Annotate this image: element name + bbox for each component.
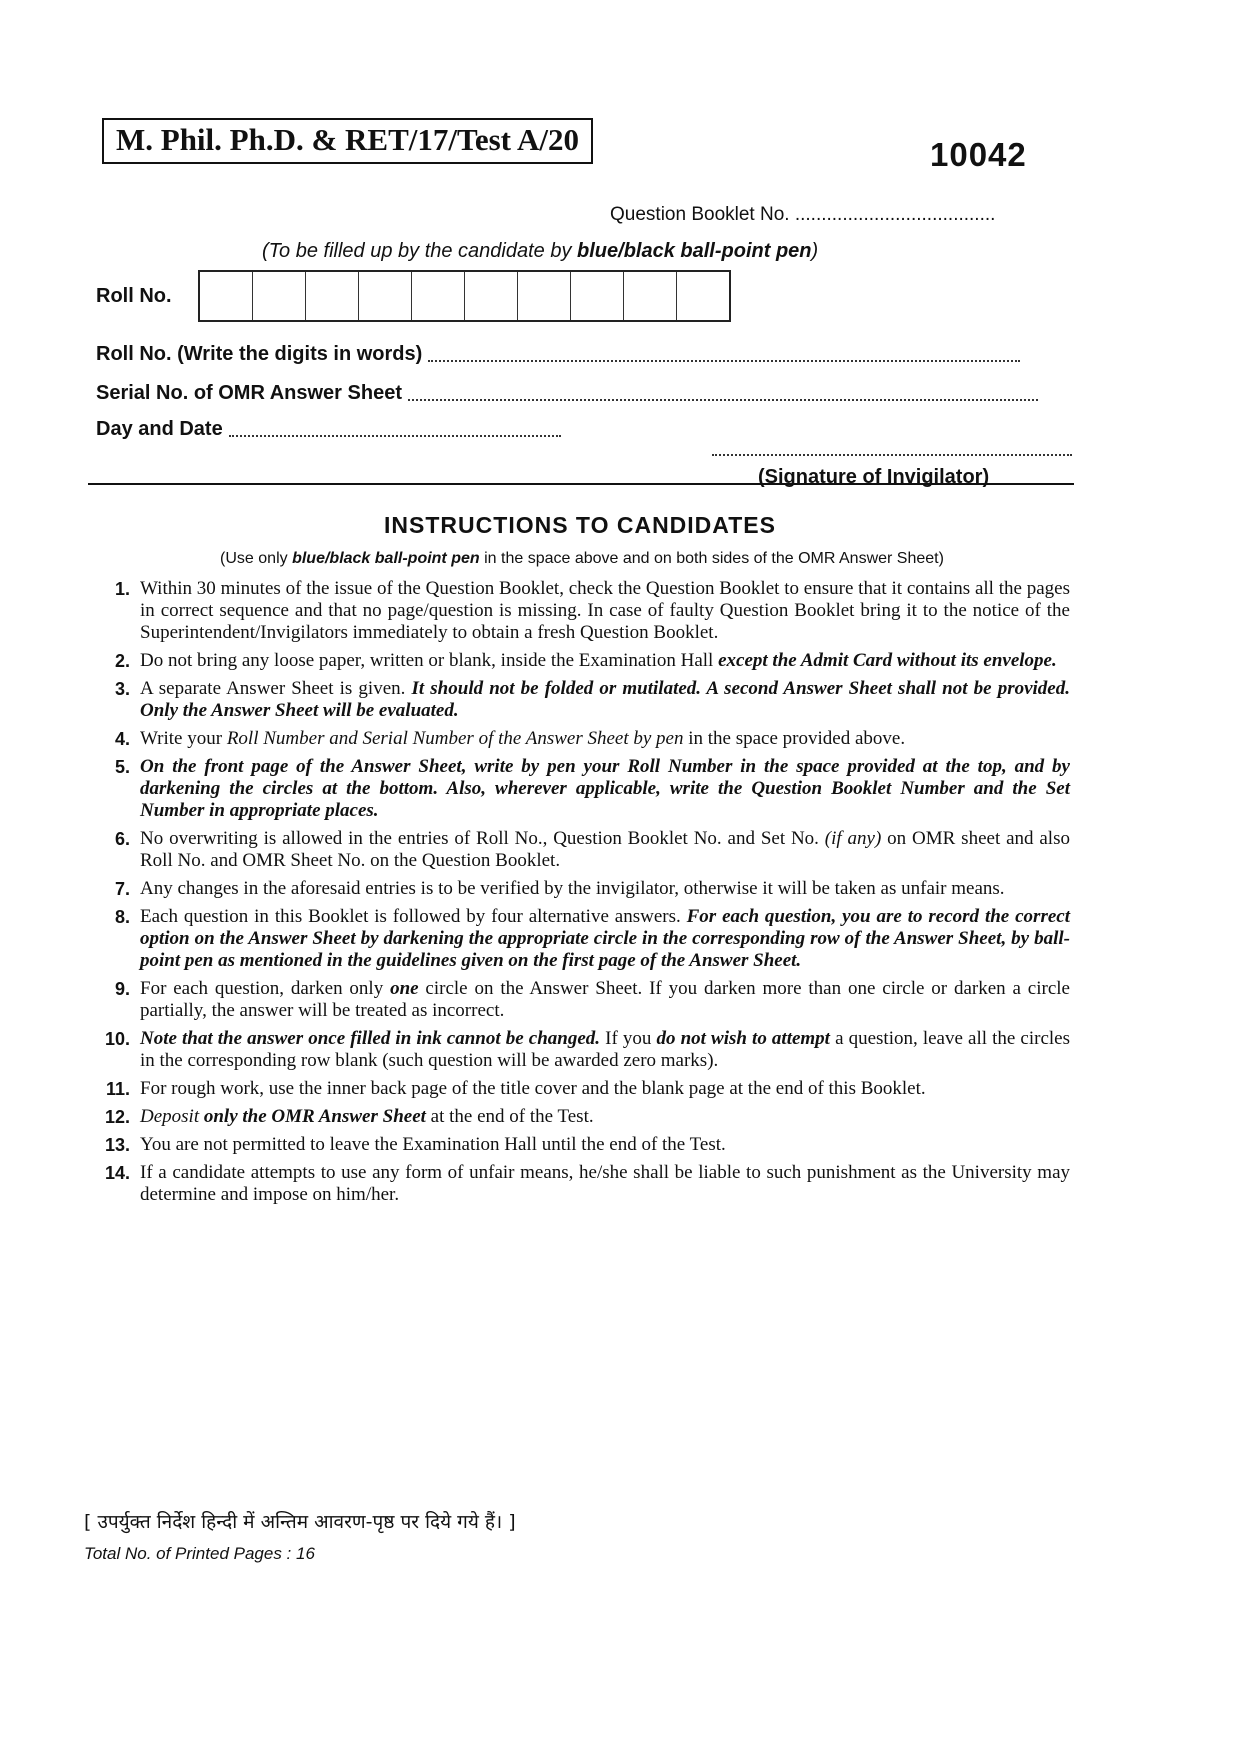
instruction-text xyxy=(140,650,1070,672)
instruction-body: For rough work, use the inner back page of the title cover and the blank page at the end of this Booklet. xyxy=(140,1078,926,1099)
invigilator-signature-label: (Signature of Invigilator) xyxy=(758,466,990,488)
instruction-item xyxy=(84,650,1070,672)
instruction-body-end: a question, leave all the circles in the corresponding row blank (such question will be awarded zero marks). xyxy=(140,1028,1070,1071)
instruction-text xyxy=(140,1078,1070,1100)
roll-words-field[interactable] xyxy=(96,343,1020,366)
roll-number-label: Roll No. xyxy=(96,285,172,307)
instruction-emphasis: only the OMR Answer Sheet xyxy=(203,1106,426,1127)
instruction-body: Within 30 minutes of the issue of the Question Booklet, check the Question Booklet to ensure that it contains all the pages in correct sequence and that no page/question is missing. In case of faulty Question Booklet bring it to the notice of the Superintendent/Invigilators immediately to obtain a fresh Question Booklet. xyxy=(140,578,1070,643)
instruction-emphasis: one xyxy=(390,978,419,999)
instruction-body: On the front page of the Answer Sheet, write by pen your Roll Number in the space provided at the top, and by darkening the circles at the bottom. Also, wherever applicable, write the Question Booklet Number and the Set Number in appropriate places. xyxy=(140,756,1070,821)
instruction-body: For each question, darken only xyxy=(140,978,391,999)
instr-sub-prefix: (Use only xyxy=(220,550,293,567)
instruction-number: 3. xyxy=(114,679,130,699)
fill-instruction-note xyxy=(262,240,818,263)
instruction-item xyxy=(84,1028,1070,1072)
instruction-number: 10. xyxy=(104,1029,130,1049)
instruction-text xyxy=(140,906,1070,972)
day-date-field[interactable] xyxy=(96,418,561,441)
instruction-number: 2. xyxy=(114,651,130,671)
day-date-label: Day and Date xyxy=(96,418,223,440)
instructions-list xyxy=(84,578,1070,1212)
instruction-body: No overwriting is allowed in the entries of Roll No., Question Booklet No. and Set No. xyxy=(140,828,825,849)
instruction-body-end: circle on the Answer Sheet. If you darken more than one circle or darken a circle partially, the answer will be treated as incorrect. xyxy=(140,978,1070,1021)
roll-digit-box[interactable] xyxy=(200,272,253,320)
instruction-body-end: at the end of the Test. xyxy=(425,1106,594,1127)
roll-digit-box[interactable] xyxy=(571,272,624,320)
instruction-body: Do not bring any loose paper, written or blank, inside the Examination Hall xyxy=(140,650,719,671)
printed-pages-count: Total No. of Printed Pages : 16 xyxy=(84,1544,315,1563)
instruction-text xyxy=(140,978,1070,1022)
instruction-emphasis: It should not be folded or mutilated. A second Answer Sheet shall not be provided. Only the Answer Sheet will be evaluated. xyxy=(140,678,1070,721)
instruction-number: 5. xyxy=(114,757,130,777)
instruction-item xyxy=(84,756,1070,822)
instruction-body: A separate Answer Sheet is given. xyxy=(140,678,412,699)
instruction-item xyxy=(84,1106,1070,1128)
roll-digit-box[interactable] xyxy=(412,272,465,320)
instr-sub-pen: blue/black ball-point pen xyxy=(292,550,480,567)
roll-words-label: Roll No. (Write the digits in words) xyxy=(96,343,423,365)
instruction-body: Deposit xyxy=(140,1106,204,1127)
instruction-emphasis: Roll Number and Serial Number of the Answer Sheet by pen xyxy=(226,728,684,749)
instruction-emphasis: For each question, you are to record the correct option on the Answer Sheet by darkening the appropriate circle in the corresponding row of the Answer Sheet, by ball-point pen as mentioned in the guidelines given on the first page of the Answer Sheet. xyxy=(140,906,1070,971)
instructions-heading: INSTRUCTIONS TO CANDIDATES xyxy=(384,512,776,538)
roll-words-dotted-line[interactable] xyxy=(428,358,1020,362)
exam-code: M. Phil. Ph.D. & RET/17/Test A/20 xyxy=(102,118,593,164)
section-divider xyxy=(88,483,1074,485)
instruction-number: 9. xyxy=(114,979,130,999)
instruction-text xyxy=(140,878,1070,900)
roll-digit-box[interactable] xyxy=(253,272,306,320)
instruction-number: 11. xyxy=(105,1079,130,1099)
instruction-emphasis-2: do not wish to attempt xyxy=(656,1028,830,1049)
instruction-item xyxy=(84,728,1070,750)
instruction-body: If a candidate attempts to use any form of unfair means, he/she shall be liable to such punishment as the University may determine and impose on him/her. xyxy=(140,1162,1070,1205)
instruction-text xyxy=(140,1106,1070,1128)
hindi-instructions-note: [ उपर्युक्त निर्देश हिन्दी में अन्तिम आवरण-पृष्ठ पर दिये गये हैं। ] xyxy=(84,1511,516,1533)
instruction-text xyxy=(140,578,1070,644)
instruction-number: 4. xyxy=(114,729,130,749)
instruction-number: 12. xyxy=(104,1107,130,1127)
instructions-subheading xyxy=(0,550,1164,568)
instr-sub-suffix: in the space above and on both sides of the OMR Answer Sheet) xyxy=(479,550,944,567)
instruction-emphasis: (if any) xyxy=(824,828,882,849)
instruction-number: 8. xyxy=(114,907,130,927)
omr-serial-label: Serial No. of OMR Answer Sheet xyxy=(96,382,402,404)
instruction-body-end: on OMR sheet and also Roll No. and OMR Sheet No. on the Question Booklet. xyxy=(140,828,1070,871)
fill-note-prefix: (To be filled up by the candidate by xyxy=(262,240,578,262)
instruction-body: If you xyxy=(600,1028,657,1049)
booklet-number: 10042 xyxy=(930,136,1027,173)
instruction-text xyxy=(140,828,1070,872)
day-date-dotted-line[interactable] xyxy=(229,433,561,437)
instruction-item xyxy=(84,828,1070,872)
instruction-emphasis: Note that the answer once filled in ink cannot be changed. xyxy=(140,1028,601,1049)
instruction-text xyxy=(140,1028,1070,1072)
instruction-emphasis: except the Admit Card without its envelope. xyxy=(718,650,1057,671)
question-booklet-number-field[interactable]: Question Booklet No. ...................................... xyxy=(610,204,996,225)
roll-digit-box[interactable] xyxy=(518,272,571,320)
roll-digit-box[interactable] xyxy=(359,272,412,320)
instruction-number: 13. xyxy=(104,1135,130,1155)
instruction-body: Each question in this Booklet is followed by four alternative answers. xyxy=(140,906,687,927)
roll-digit-box[interactable] xyxy=(465,272,518,320)
instruction-item xyxy=(84,678,1070,722)
instruction-item xyxy=(84,1078,1070,1100)
instruction-number: 7. xyxy=(114,879,130,899)
instruction-text xyxy=(140,1134,1070,1156)
roll-digit-box[interactable] xyxy=(624,272,677,320)
instruction-item xyxy=(84,1134,1070,1156)
instruction-body: You are not permitted to leave the Examination Hall until the end of the Test. xyxy=(140,1134,726,1155)
instruction-body: Write your xyxy=(140,728,227,749)
instruction-item xyxy=(84,1162,1070,1206)
instruction-number: 14. xyxy=(104,1163,130,1183)
roll-digit-box[interactable] xyxy=(677,272,729,320)
instruction-text xyxy=(140,728,1070,750)
omr-serial-dotted-line[interactable] xyxy=(408,397,1038,401)
instruction-number: 1. xyxy=(114,579,130,599)
fill-note-suffix: ) xyxy=(811,240,819,262)
instruction-item xyxy=(84,906,1070,972)
instruction-item xyxy=(84,578,1070,644)
instruction-body: Any changes in the aforesaid entries is to be verified by the invigilator, otherwise it will be taken as unfair means. xyxy=(140,878,1005,899)
fill-note-pen: blue/black ball-point pen xyxy=(577,240,812,262)
instruction-item xyxy=(84,978,1070,1022)
instruction-item xyxy=(84,878,1070,900)
instruction-text xyxy=(140,1162,1070,1206)
roll-number-boxes[interactable] xyxy=(198,270,731,322)
instruction-text xyxy=(140,756,1070,822)
omr-serial-field[interactable] xyxy=(96,382,1038,405)
invigilator-signature-line[interactable] xyxy=(712,454,1072,456)
instruction-text xyxy=(140,678,1070,722)
instruction-body-end: in the space provided above. xyxy=(683,728,906,749)
roll-digit-box[interactable] xyxy=(306,272,359,320)
instruction-number: 6. xyxy=(114,829,130,849)
